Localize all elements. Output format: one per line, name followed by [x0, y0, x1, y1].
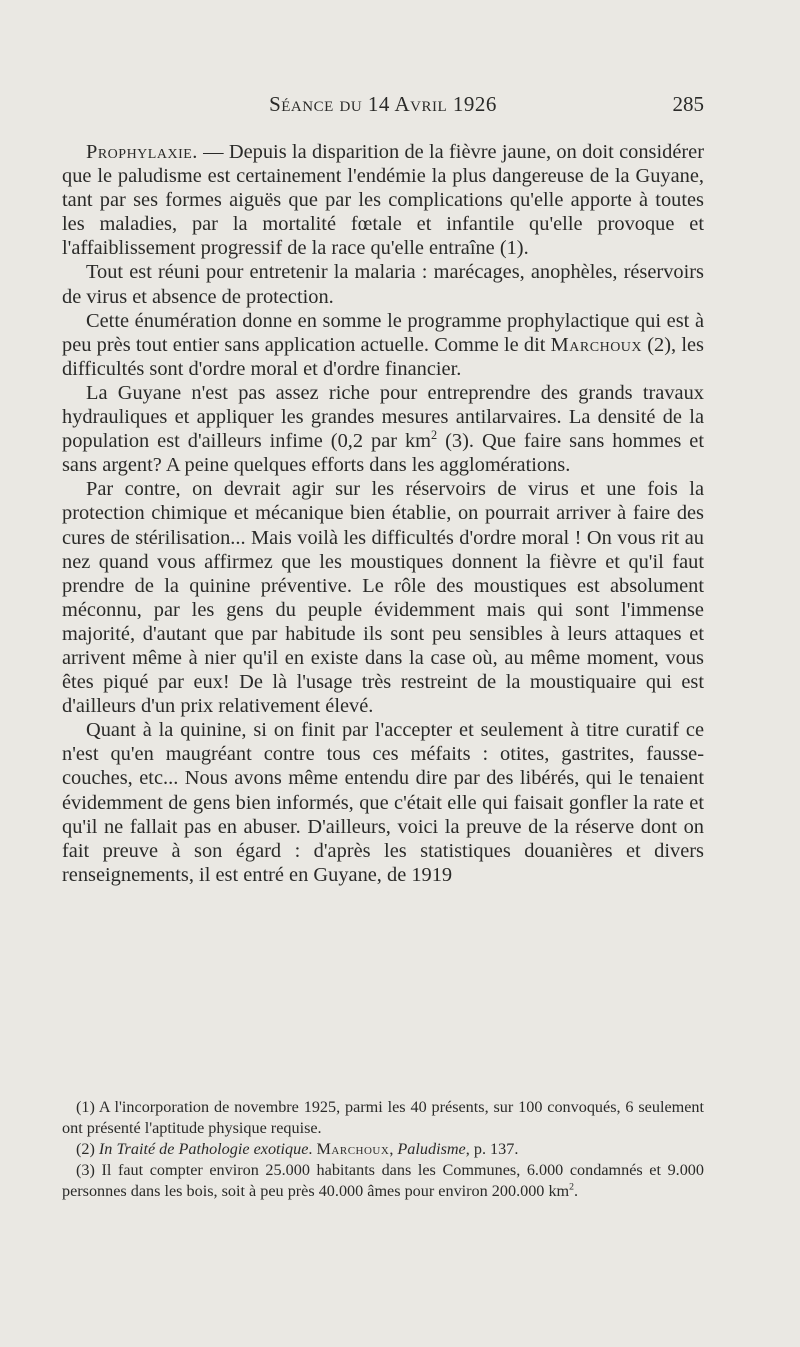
- paragraph-text: (3). Que faire sans hommes et sans argent? A peine quelques efforts dans les agglomérations.: [62, 430, 704, 477]
- paragraph-prophylaxie: [62, 140, 704, 260]
- paragraph-malaria: Tout est réuni pour entretenir la malaria : marécages, anophèles, réservoirs de virus et absence de protection.: [62, 261, 704, 308]
- footnote-number: (2): [76, 1140, 99, 1158]
- body-text: [62, 140, 704, 887]
- footnote-text: (3) Il faut compter environ 25.000 habitants dans les Communes, 6.000 condamnés et 9.000 personnes dans les bois, soit à peu près 40.000 âmes pour environ 200.000 km: [62, 1161, 704, 1200]
- footnote-3: [62, 1160, 704, 1202]
- paragraph-text: (2), les difficultés sont d'ordre moral et d'ordre financier.: [62, 333, 704, 380]
- superscript: 2: [431, 428, 438, 443]
- running-title: Séance du 14 Avril 1926: [269, 92, 497, 116]
- footnote-separator: ,: [389, 1140, 398, 1158]
- footnote-title: Paludisme: [397, 1140, 466, 1158]
- footnote-page: , p. 137.: [465, 1140, 519, 1158]
- superscript: 2: [569, 1181, 574, 1193]
- section-lead: Prophylaxie.: [86, 141, 198, 163]
- page-number: 285: [672, 92, 704, 116]
- paragraph-text: La Guyane n'est pas assez riche pour entreprendre des grands travaux hydrauliques et appliquer les grandes mesures antilarvaires. La densité de la population est d'ailleurs infime (0,2 par km: [62, 381, 704, 453]
- footnote-source: In Traité de Pathologie exotique: [98, 1140, 309, 1158]
- paragraph-reservoirs: Par contre, on devrait agir sur les réservoirs de virus et une fois la protection chimique et mécanique bien établie, on pourrait arriver à faire des cures de stérilisation... Mais voilà les difficultés d'ordre moral ! On vous rit au nez quand vous affirmez que les moustiques donnent la fièvre et qu'il faut prendre de la quinine préventive. Le rôle des moustiques est absolument méconnu, par les gens du peuple évidemment mais qui sont l'immense majorité, d'autant que par habitude ils sont peu sensibles à leurs attaques et arrivent même à nier qu'il en existe dans la case où, au même moment, vous êtes piqué par eux! De là l'usage très restreint de la moustiquaire qui est d'ailleurs d'un prix relativement élevé.: [62, 478, 704, 718]
- footnotes: [62, 1097, 704, 1202]
- paragraph-text: Cette énumération donne en somme le programme prophylactique qui est à peu près tout entier sans application actuelle. Comme le dit: [62, 309, 704, 356]
- page-header: [62, 92, 704, 120]
- paragraph-guyane: [62, 381, 704, 477]
- footnote-separator: .: [308, 1140, 317, 1158]
- author-name: Marchoux: [550, 333, 643, 356]
- footnote-author: Marchoux: [316, 1140, 390, 1158]
- footnote-1: (1) A l'incorporation de novembre 1925, parmi les 40 présents, sur 100 convoqués, 6 seulement ont présenté l'aptitude physique requise.: [62, 1098, 704, 1137]
- paragraph-enumeration: [62, 309, 704, 381]
- paragraph-quinine: Quant à la quinine, si on finit par l'accepter et seulement à titre curatif ce n'est qu'en maugréant contre tous ces méfaits : otites, gastrites, fausse-couches, etc... Nous avons même entendu dire par des libérés, qui le tenaient évidemment de gens bien informés, que c'était elle qui faisait gonfler la rate et qu'il ne fallait pas en abuser. D'ailleurs, voici la preuve de la réserve dont on fait preuve à son égard : d'après les statistiques douanières et divers renseignements, il est entré en Guyane, de 1919: [62, 719, 704, 886]
- footnote-text: .: [574, 1182, 579, 1200]
- footnote-2: [62, 1139, 704, 1160]
- paragraph-text: — Depuis la disparition de la fièvre jaune, on doit considérer que le paludisme est certainement l'endémie la plus dangereuse de la Guyane, tant par ses formes aiguës que par les complications qu'elle apporte à toutes les maladies, par la mortalité fœtale et infantile qu'elle provoque et l'affaiblissement progressif de la race qu'elle entraîne (1).: [62, 141, 704, 260]
